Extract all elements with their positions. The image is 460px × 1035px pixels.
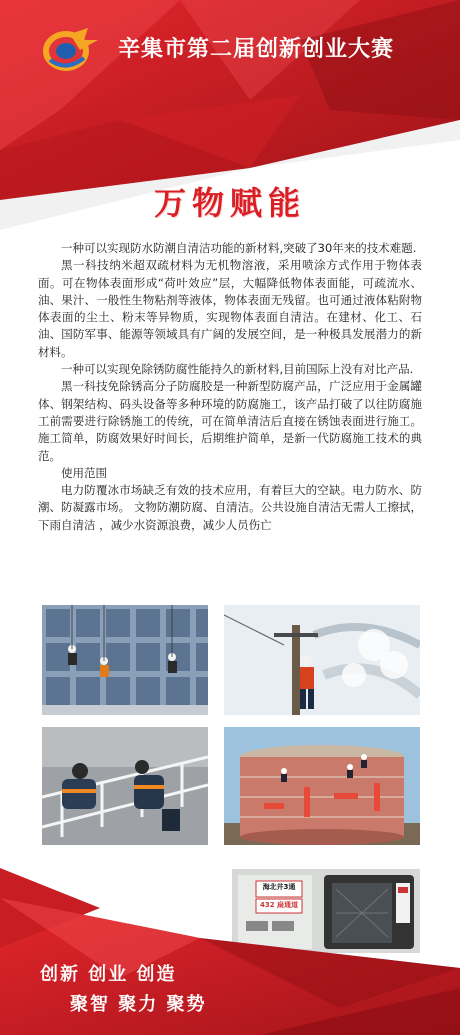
paragraph: 电力防覆冰市场缺乏有效的技术应用，有着巨大的空缺。电力防水、防潮、防凝露市场。 文物防潮防腐、自清洁。公共设施自清洁无需人工擦拭，下雨自清洁 ，减少水资源浪费，减少人员伤亡 — [38, 483, 422, 532]
footer-banner — [0, 868, 460, 1035]
photo-building-facade — [42, 605, 208, 715]
paragraph: 一种可以实现防水防潮自清洁功能的新材料,突破了30年来的技术难题. — [61, 241, 417, 255]
competition-title: 辛集市第二届创新创业大赛 — [118, 37, 395, 62]
photo-guardrail-workers — [42, 727, 208, 845]
sign-line-2: 432 扁通道 — [259, 901, 299, 909]
paragraph: 一种可以实现免除锈防腐性能持久的新材料,目前国际上没有对比产品. — [61, 362, 414, 377]
page-title: 万物赋能 — [153, 184, 306, 222]
photo-power-line-ice — [224, 605, 420, 715]
paragraph: 黑一科技纳米超双疏材料为无机物溶液，采用喷涂方式作用于物体表面。可在物体表面形成“荷叶效应”层，大幅降低物体表面能，可疏流水、油、果汁、一般性生物粘剂等液体，物体表面无残留。也可通过液体粘附物体表面的尘土、粉末等异物质，实现物体表面自清洁。在建材、化工、石油、国防军事、能源等领域具有广阔的发展空间，是一种极具发展潜力的新材料。 — [38, 258, 422, 359]
slogan-line-1: 创新 创业 创造 — [40, 964, 177, 985]
photo-storage-tank — [224, 727, 420, 845]
paragraph: 黑一科技免除锈高分子防腐胶是一种新型防腐产品，广泛应用于金属罐体、钢架结构、码头设备等多种环境的防腐施工，该产品打破了以往防腐施工前需要进行除锈施工的传统，可在简单清洁后直接在锈蚀表面进行施工。施工简单，防腐效果好时间长，后期维护简单，是新一代防腐施工技术的典范。 — [38, 379, 422, 463]
sign-line-1: 海北井3通 — [262, 883, 296, 891]
slogan-line-2: 聚智 聚力 聚势 — [70, 994, 207, 1015]
competition-logo-icon — [40, 26, 104, 72]
footer-background — [0, 868, 460, 1035]
article-body — [38, 240, 422, 534]
photo-gallery — [0, 605, 460, 909]
section-heading-usage: 使用范围 — [61, 465, 107, 480]
